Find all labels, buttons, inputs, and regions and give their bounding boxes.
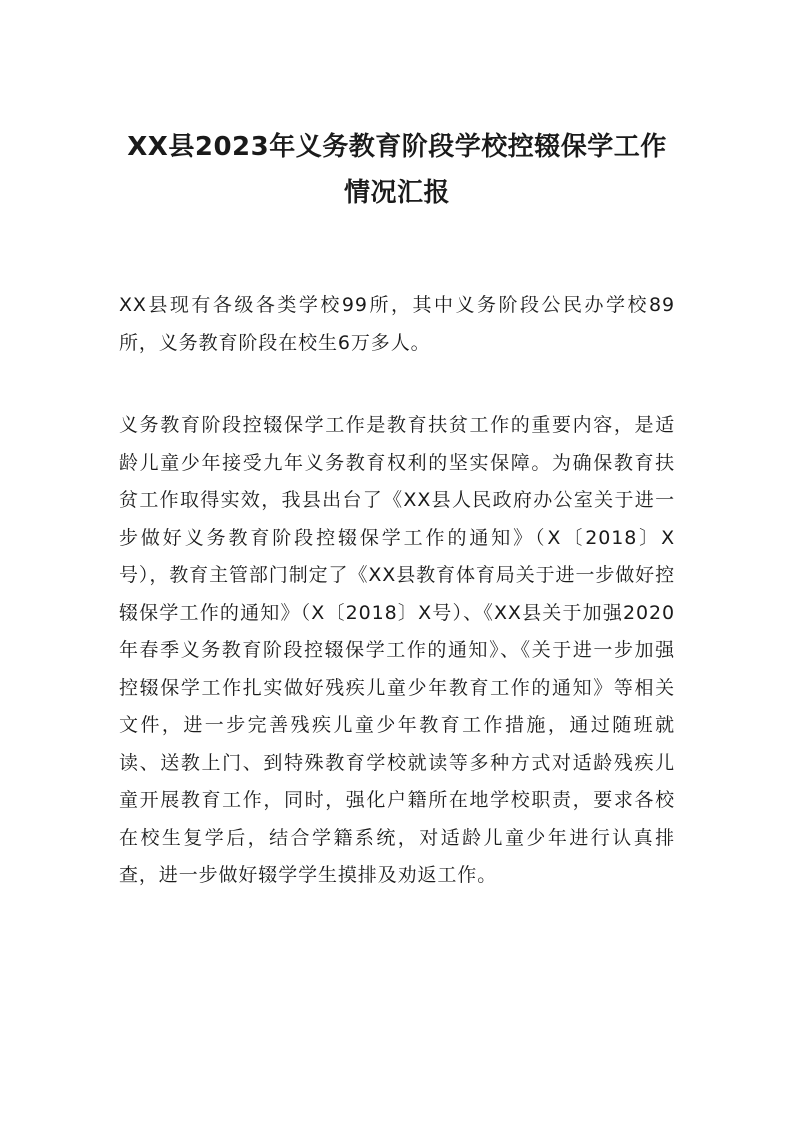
document-title: XX县2023年义务教育阶段学校控辍保学工作情况汇报: [127, 132, 667, 208]
paragraph-dropout-control: 义务教育阶段控辍保学工作是教育扶贫工作的重要内容，是适龄儿童少年接受九年义务教育权利的坚实保障。为确保教育扶贫工作取得实效，我县出台了《XX县人民政府办公室关于进一步做好义务教育阶段控辍保学工作的通知》（X〔2018〕X号），教育主管部门制定了《XX县教育体育局关于进一步做好控辍保学工作的通知》（X〔2018〕X号）、《XX县关于加强2020年春季义务教育阶段控辍保学工作的通知》、《关于进一步加强控辍保学工作扎实做好残疾儿童少年教育工作的通知》等相关文件，进一步完善残疾儿童少年教育工作措施，通过随班就读、送教上门、到特殊教育学校就读等多种方式对适龄残疾儿童开展教育工作，同时，强化户籍所在地学校职责，要求各校在校生复学后，结合学籍系统，对适龄儿童少年进行认真排查，进一步做好辍学学生摸排及劝返工作。: [119, 414, 675, 886]
paragraph-school-count: XX县现有各级各类学校99所，其中义务阶段公民办学校89所，义务教育阶段在校生6万多人。: [119, 294, 675, 354]
